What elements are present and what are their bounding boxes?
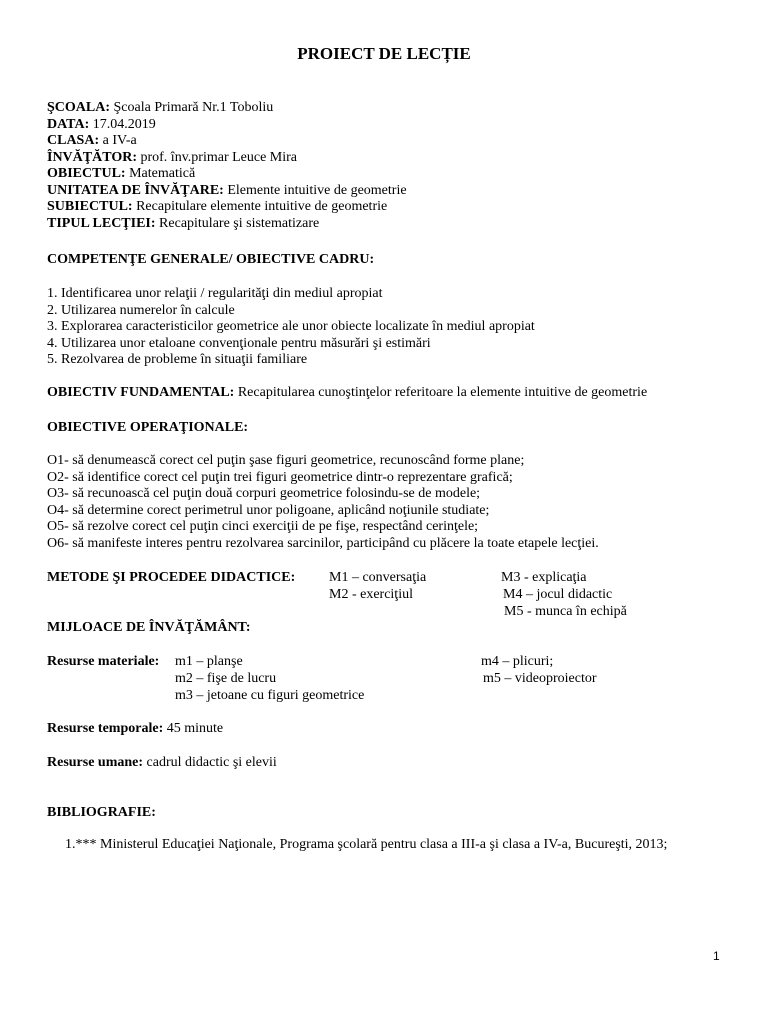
metode-m2: M2 - exerciţiul (329, 587, 413, 602)
info-lesson-type: TIPUL LECŢIEI: Recapitulare şi sistematizare (47, 215, 320, 231)
list-item: O6- să manifeste interes pentru rezolvarea sarcinilor, participând cu plăcere la toate etapele lecţiei. (47, 535, 599, 551)
info-teacher: ÎNVĂŢĂTOR: prof. înv.primar Leuce Mira (47, 149, 298, 165)
competente-heading: COMPETENŢE GENERALE/ OBIECTIVE CADRU: (47, 252, 375, 267)
info-class: CLASA: a IV-a (47, 133, 137, 148)
bibliografie-heading: BIBLIOGRAFIE: (47, 805, 156, 820)
list-item: O1- să denumească corect cel puţin şase figuri geometrice, recunoscând forme plane; (47, 453, 525, 468)
info-school: ŞCOALA: Şcoala Primară Nr.1 Toboliu (47, 100, 274, 115)
list-item: O4- să determine corect perimetrul unor poligoane, aplicând noţiunile studiate; (47, 502, 490, 518)
mijloace-m3: m3 – jetoane cu figuri geometrice (175, 688, 365, 703)
list-item: 2. Utilizarea numerelor în calcule (47, 302, 235, 318)
list-item: O5- să rezolve corect cel puţin cinci exerciţii de pe fişe, respectând cerinţele; (47, 519, 479, 534)
list-item: O2- să identifice corect cel puţin trei figuri geometrice dintr-o reprezentare grafică; (47, 469, 513, 485)
metode-heading: METODE ŞI PROCEDEE DIDACTICE: (47, 570, 296, 585)
info-topic: SUBIECTUL: Recapitulare elemente intuitive de geometrie (47, 199, 388, 214)
mijloace-m4: m4 – plicuri; (481, 654, 554, 669)
list-item: 1. Identificarea unor relaţii / regularităţi din mediul apropiat (47, 286, 383, 301)
obiectiv-fundamental: OBIECTIV FUNDAMENTAL: Recapitularea cunoştinţelor referitoare la elemente intuitive de geometrie (47, 385, 648, 400)
obiective-operationale-heading: OBIECTIVE OPERAŢIONALE: (47, 420, 249, 435)
info-unit: UNITATEA DE ÎNVĂŢARE: Elemente intuitive de geometrie (47, 182, 407, 198)
mijloace-m2: m2 – fişe de lucru (175, 671, 277, 686)
resurse-umane: Resurse umane: cadrul didactic şi elevii (47, 755, 277, 770)
list-item: O3- să recunoască cel puţin două corpuri geometrice folosindu-se de modele; (47, 486, 481, 501)
page-title: PROIECT DE LECȚIE (297, 44, 471, 63)
info-date: DATA: 17.04.2019 (47, 116, 156, 132)
metode-m3: M3 - explicaţia (501, 570, 587, 585)
metode-m5: M5 - munca în echipă (504, 604, 627, 619)
resurse-materiale-label: Resurse materiale: (47, 654, 160, 669)
mijloace-heading: MIJLOACE DE ÎNVĂŢĂMÂNT: (47, 620, 251, 635)
info-block (47, 100, 407, 232)
competente-list (47, 286, 535, 369)
resurse-temporale: Resurse temporale: 45 minute (47, 721, 224, 736)
metode-m1: M1 – conversaţia (329, 570, 427, 585)
info-subject: OBIECTUL: Matematică (47, 166, 196, 181)
metode-m4: M4 – jocul didactic (503, 587, 613, 602)
list-item: 5. Rezolvarea de probleme în situaţii familiare (47, 352, 308, 367)
page-number: 1 (713, 949, 720, 963)
list-item: 3. Explorarea caracteristicilor geometrice ale unor obiecte localizate în mediul apropiat (47, 319, 535, 334)
obiective-operationale-list (47, 453, 599, 552)
bibliografie-item: 1.*** Ministerul Educaţiei Naţionale, Programa şcolară pentru clasa a III-a şi clasa a IV-a, Bucureşti, 2013; (65, 837, 668, 852)
mijloace-m5: m5 – videoproiector (483, 671, 597, 686)
list-item: 4. Utilizarea unor etaloane convenţionale pentru măsurări şi estimări (47, 335, 431, 351)
mijloace-m1: m1 – planşe (175, 654, 243, 669)
